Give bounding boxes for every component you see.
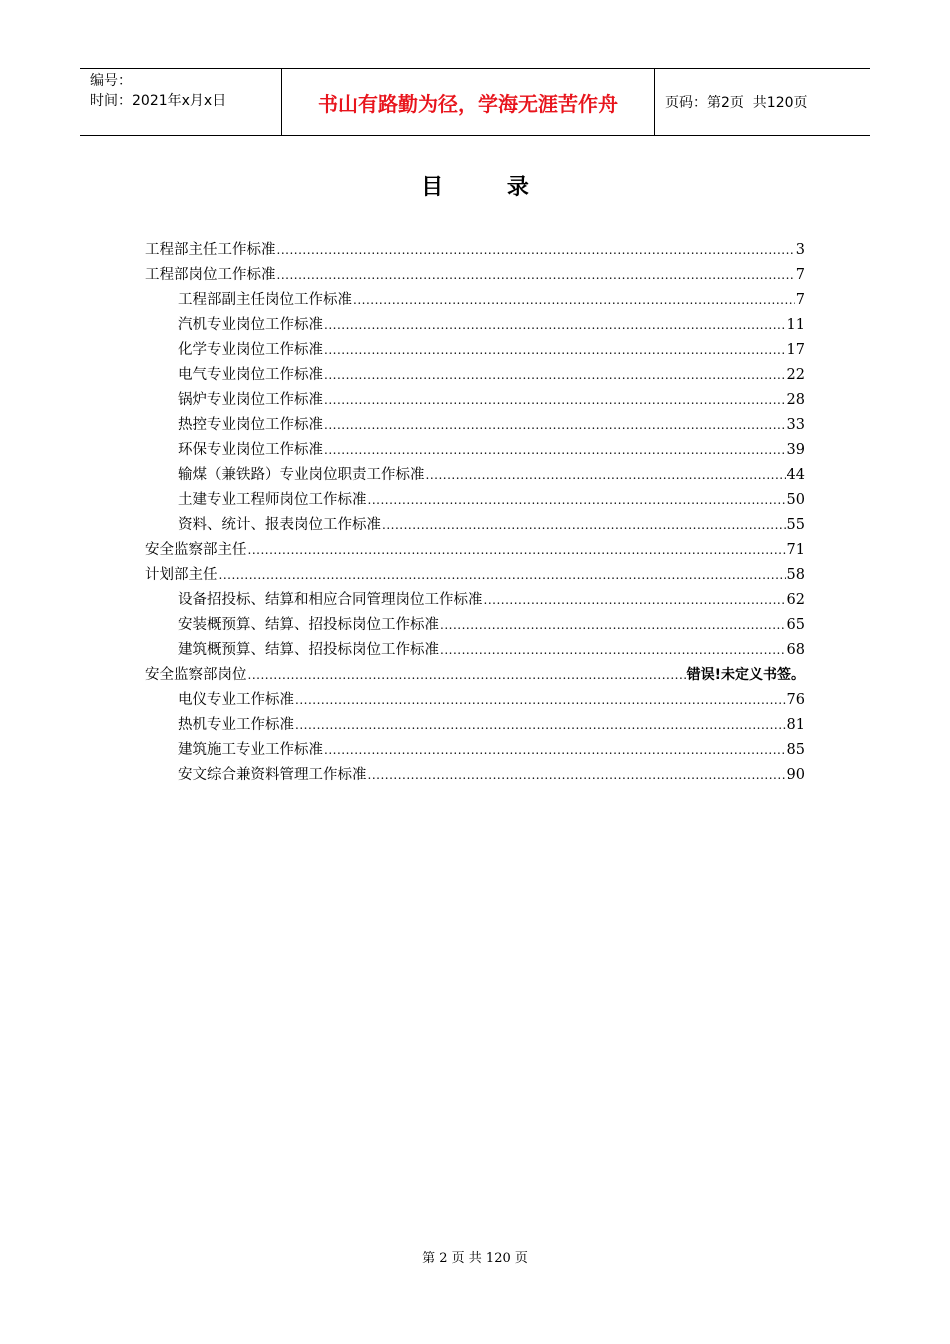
header-motto xyxy=(282,69,655,135)
toc-dot-leader xyxy=(440,613,786,638)
toc-entry-page: 71 xyxy=(786,542,805,558)
toc-dot-leader xyxy=(324,738,786,763)
toc-entry-label: 安装概预算、结算、招投标岗位工作标准 xyxy=(178,617,439,633)
page-info-text: 页码：第2页 共120页 xyxy=(665,95,808,111)
toc-dot-leader xyxy=(324,438,786,463)
toc-entry-label: 土建专业工程师岗位工作标准 xyxy=(178,492,367,508)
toc-entry-label: 输煤（兼铁路）专业岗位职责工作标准 xyxy=(178,467,425,483)
toc-entry-page: 65 xyxy=(786,617,805,633)
toc-entry-label: 热控专业岗位工作标准 xyxy=(178,417,323,433)
toc-entry[interactable] xyxy=(145,463,805,488)
toc-entry-label: 安全监察部岗位 xyxy=(145,667,247,683)
toc-entry-label: 工程部主任工作标准 xyxy=(145,242,276,258)
toc-dot-leader xyxy=(295,713,786,738)
toc-entry[interactable] xyxy=(145,688,805,713)
toc-dot-leader xyxy=(382,513,786,538)
header-page-info xyxy=(655,69,870,135)
toc-entry[interactable] xyxy=(145,513,805,538)
toc-entry-page: 17 xyxy=(786,342,805,358)
toc-entry[interactable] xyxy=(145,438,805,463)
toc-entry[interactable] xyxy=(145,638,805,663)
toc-entry[interactable] xyxy=(145,563,805,588)
toc-dot-leader xyxy=(368,763,786,788)
toc-entry-label: 设备招投标、结算和相应合同管理岗位工作标准 xyxy=(178,592,483,608)
toc-entry[interactable] xyxy=(145,263,805,288)
toc-entry-label: 工程部副主任岗位工作标准 xyxy=(178,292,352,308)
toc-entry-page: 28 xyxy=(786,392,805,408)
toc-dot-leader xyxy=(277,238,795,263)
toc-entry-label: 电仪专业工作标准 xyxy=(178,692,294,708)
toc-entry-label: 安文综合兼资料管理工作标准 xyxy=(178,767,367,783)
toc-entry[interactable] xyxy=(145,238,805,263)
toc-entry-label: 工程部岗位工作标准 xyxy=(145,267,276,283)
toc-dot-leader xyxy=(368,488,786,513)
toc-entry-label: 计划部主任 xyxy=(145,567,218,583)
toc-entry[interactable] xyxy=(145,313,805,338)
page-title: 目 录 xyxy=(421,175,557,200)
toc-entry-page: 68 xyxy=(786,642,805,658)
toc-dot-leader xyxy=(248,538,786,563)
toc-entry[interactable] xyxy=(145,363,805,388)
toc-entry[interactable] xyxy=(145,663,805,688)
toc-entry-page: 62 xyxy=(786,592,805,608)
toc-entry-label: 热机专业工作标准 xyxy=(178,717,294,733)
toc-entry-label: 建筑概预算、结算、招投标岗位工作标准 xyxy=(178,642,439,658)
toc-entry-label: 建筑施工专业工作标准 xyxy=(178,742,323,758)
toc-entry-page: 44 xyxy=(786,467,805,483)
number-label: 编号： xyxy=(90,73,132,89)
time-label: 时间：2021年x月x日 xyxy=(90,93,227,109)
toc-entry[interactable] xyxy=(145,613,805,638)
toc-dot-leader xyxy=(324,338,786,363)
toc-entry-label: 锅炉专业岗位工作标准 xyxy=(178,392,323,408)
toc-entry-label: 电气专业岗位工作标准 xyxy=(178,367,323,383)
toc-entry-label: 汽机专业岗位工作标准 xyxy=(178,317,323,333)
toc-dot-leader xyxy=(353,288,795,313)
toc-entry[interactable] xyxy=(145,288,805,313)
toc-dot-leader xyxy=(440,638,786,663)
page-header xyxy=(80,68,870,136)
toc-entry-page: 81 xyxy=(786,717,805,733)
toc-entry-page: 85 xyxy=(786,742,805,758)
toc-entry-page: 33 xyxy=(786,417,805,433)
toc-entry[interactable] xyxy=(145,763,805,788)
toc-dot-leader xyxy=(324,413,786,438)
toc-entry-page: 76 xyxy=(786,692,805,708)
toc-entry-page: 39 xyxy=(786,442,805,458)
toc-entry[interactable] xyxy=(145,738,805,763)
toc-dot-leader xyxy=(219,563,786,588)
toc-entry[interactable] xyxy=(145,338,805,363)
toc-entry[interactable] xyxy=(145,538,805,563)
page-footer: 第 2 页 共 120 页 xyxy=(422,1251,528,1266)
toc-entry[interactable] xyxy=(145,388,805,413)
toc-entry-page: 3 xyxy=(795,242,805,258)
toc-entry-page: 7 xyxy=(795,292,805,308)
toc-dot-leader xyxy=(295,688,786,713)
toc-entry[interactable] xyxy=(145,713,805,738)
toc-entry-label: 环保专业岗位工作标准 xyxy=(178,442,323,458)
header-meta xyxy=(80,69,282,135)
toc-entry-page: 11 xyxy=(786,317,805,333)
table-of-contents xyxy=(145,238,805,788)
motto-text: 书山有路勤为径，学海无涯苦作舟 xyxy=(318,91,618,116)
toc-entry-page: 90 xyxy=(786,767,805,783)
toc-dot-leader xyxy=(324,313,786,338)
toc-dot-leader xyxy=(324,388,786,413)
toc-entry-page: 58 xyxy=(786,567,805,583)
toc-dot-leader xyxy=(324,363,786,388)
toc-entry-page: 55 xyxy=(786,517,805,533)
toc-dot-leader xyxy=(248,663,686,688)
toc-entry-label: 资料、统计、报表岗位工作标准 xyxy=(178,517,381,533)
toc-dot-leader xyxy=(426,463,786,488)
toc-entry-label: 安全监察部主任 xyxy=(145,542,247,558)
toc-dot-leader xyxy=(484,588,786,613)
toc-entry-page: 22 xyxy=(786,367,805,383)
toc-dot-leader xyxy=(277,263,795,288)
toc-entry-page: 错误!未定义书签。 xyxy=(686,667,805,683)
toc-entry[interactable] xyxy=(145,588,805,613)
toc-entry-page: 7 xyxy=(795,267,805,283)
toc-entry[interactable] xyxy=(145,488,805,513)
toc-entry-page: 50 xyxy=(786,492,805,508)
toc-entry-label: 化学专业岗位工作标准 xyxy=(178,342,323,358)
toc-entry[interactable] xyxy=(145,413,805,438)
